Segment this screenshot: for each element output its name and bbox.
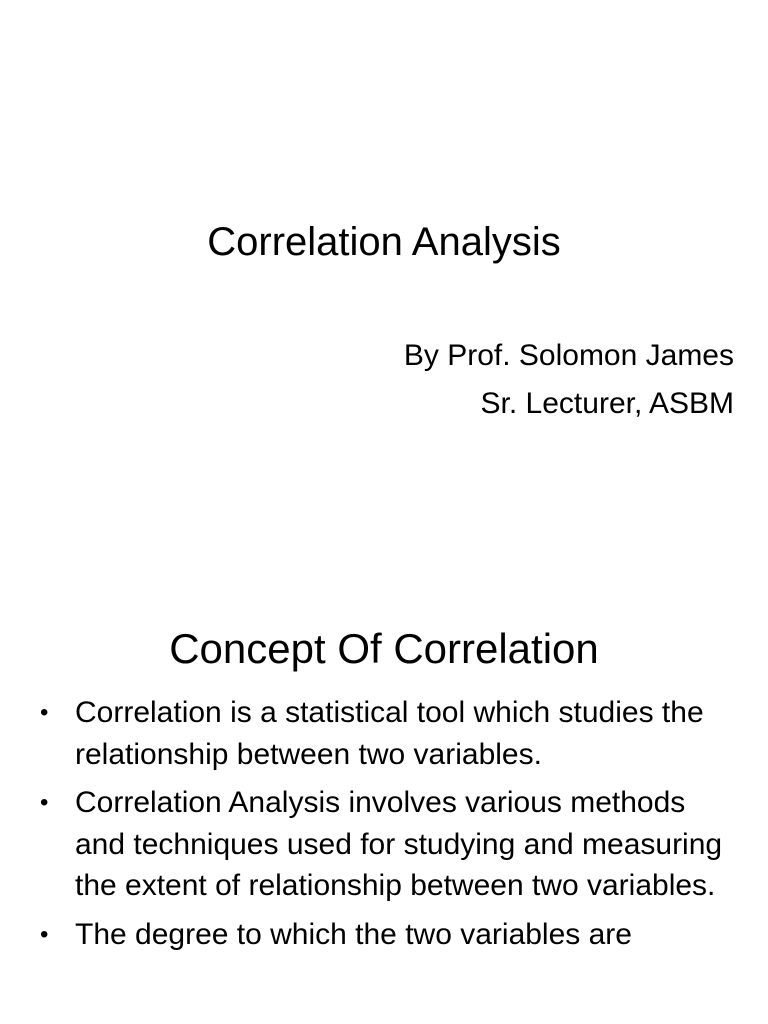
bullet-item	[40, 914, 740, 956]
bullet-icon: •	[40, 699, 49, 726]
bullet-icon: •	[40, 920, 49, 948]
author-position: Sr. Lecturer, ASBM	[480, 387, 734, 420]
bullet-icon: •	[40, 789, 49, 816]
bullet-text: The degree to which the two variables are	[75, 917, 632, 951]
bullet-text: Correlation Analysis involves various methods and techniques used for studying and measuring the extent of relationship between two variables.	[75, 786, 723, 902]
presentation-title: Correlation Analysis	[207, 220, 561, 264]
slide-title: Concept Of Correlation	[169, 625, 599, 672]
author-name: By Prof. Solomon James	[403, 339, 734, 372]
author-info	[404, 332, 734, 428]
bullet-text: Correlation is a statistical tool which studies the relationship between two variables.	[75, 696, 704, 771]
bullet-list	[40, 692, 740, 962]
concept-slide	[0, 576, 768, 1024]
bullet-item	[40, 782, 740, 907]
bullet-item	[40, 692, 740, 775]
